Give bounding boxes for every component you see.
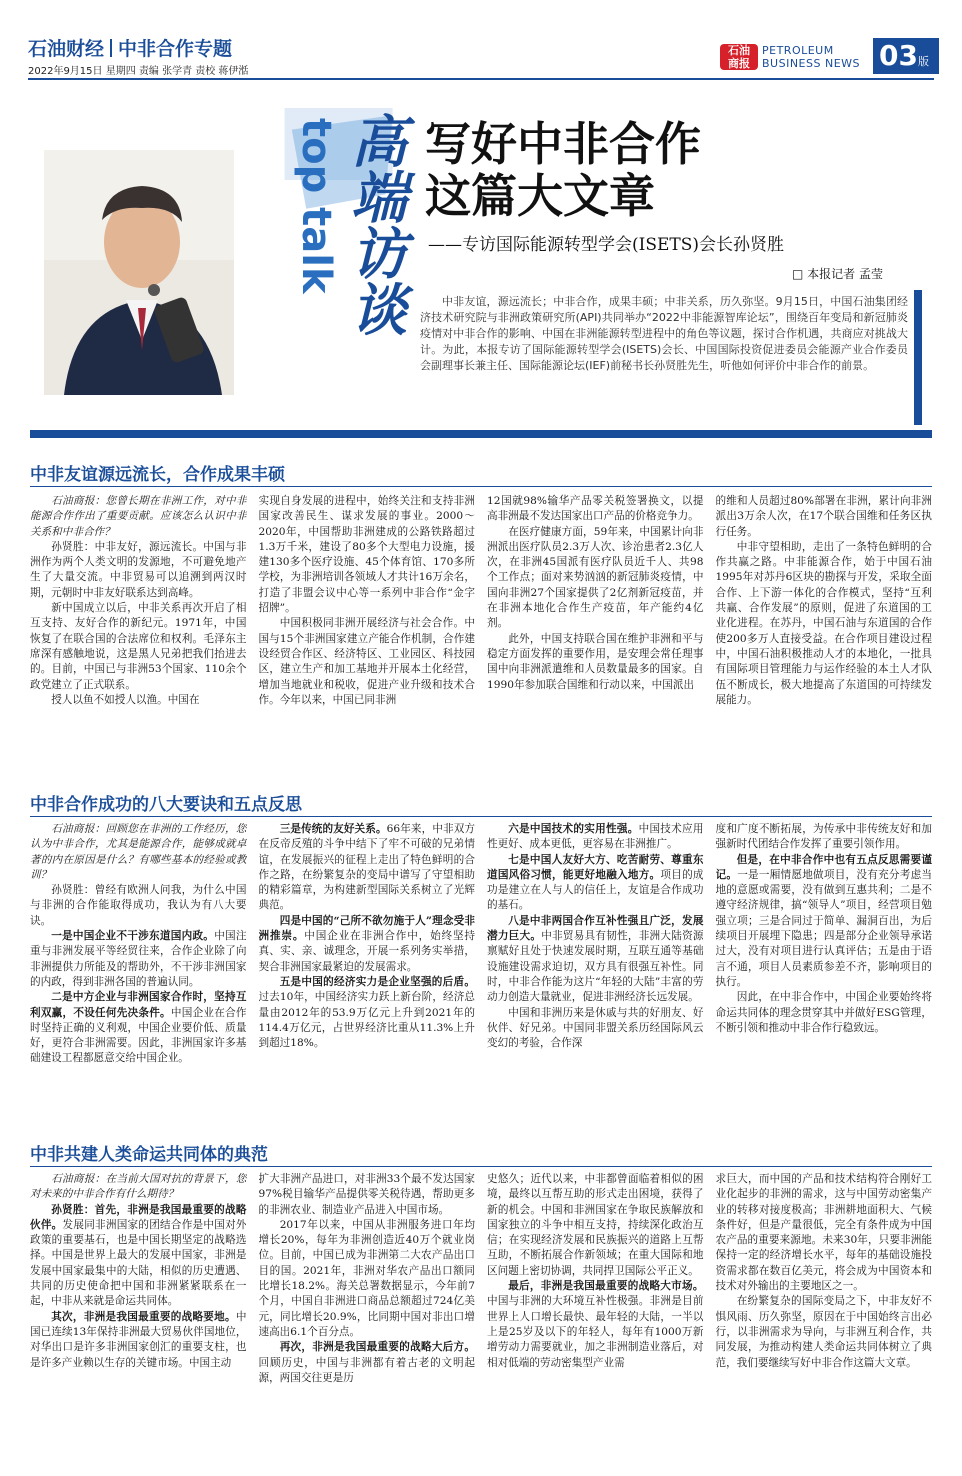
paragraph-text: 的维和人员超过80%部署在非洲，累计向非洲派出3万余人次，在17个联合国维和任务区执行任务。 [715,495,932,538]
paragraph-text: 因此，在中非合作中，中国企业要始终将命运共同体的理念贯穿其中并做好ESG管理，不断引领和推动中非合作行稳致远。 [715,991,932,1034]
paragraph-text: 一是一厢情愿地做项目，没有充分考虑当地的意愿或需要，没有做到互惠共利；二是不遵守经济规律，搞“领导人”项目，经营项目勉强立项；三是合同过于简单、漏洞百出，为后续项目开展埋下隐患；四是部分企业领导承诺过大，没有对项目进行认真评估；五是由于语言不通，项目人员素质参差不齐，影响项目的执行。 [715,868,932,988]
paragraph-text: 66年来，中非双方在反帝反殖的斗争中结下了牢不可破的兄弟情谊，在发展振兴的征程上走出了特色鲜明的合作之路，在纷繁复杂的变局中谱写了守望相助的精彩篇章，为构建新型国际关系树立了光辉典范。 [258,823,475,912]
article-paragraph [30,883,247,929]
article-column [716,1172,933,1464]
paragraph-text: 12国就98%输华产品零关税签署换文，以提高非洲最不发达国家出口产品的价格竞争力。 [487,495,704,523]
article-paragraph [259,975,476,1051]
article-paragraph [30,540,247,601]
lead-sentence: 但是，在中非合作中也有五点反思需要谨记。 [715,853,932,881]
byline: □ 本报记者 孟莹 [792,267,883,281]
lead-sentence: 一是中国企业不干涉东道国内政。 [51,930,215,943]
article-paragraph [259,494,476,616]
article-paragraph [716,540,933,708]
paragraph-text: 中国和非洲历来是休戚与共的好朋友、好伙伴、好兄弟。中国同非盟关系历经国际风云变幻的考验，合作深 [487,1006,704,1050]
article-paragraph [259,822,476,914]
article-paragraph [716,1294,933,1370]
article-column [30,1172,247,1464]
paragraph-text: 新中国成立以后，中非关系再次开启了相互支持、友好合作的新纪元。1971年，中国恢复了在联合国的合法席位和权利。毛泽东主席深有感触地说，这是黑人兄弟把我们抬进去的。目前，中国已与非洲53个国家、110余个政党建立了正式联系。 [30,602,247,691]
article-column [487,494,704,770]
article-paragraph [487,1172,704,1279]
paragraph-text: 实现自身发展的进程中，始终关注和支持非洲国家改善民生、谋求发展的事业。2000～2020年，中国帮助非洲建成的公路铁路超过1.3万千米，建设了80多个大型电力设施，援建130多个医疗设施、45个体育馆、170多所学校，为非洲培训各领域人才共计16万余名，打造了非盟会议中心等一系列中非合作“金字招牌”。 [258,495,475,615]
article-paragraph [30,601,247,693]
hero-divider [30,430,932,438]
page-number: 03 [879,39,918,72]
article-paragraph [259,1172,476,1218]
masthead-title [28,34,232,61]
topic-cn: 高端访谈 [342,112,408,336]
intro-box [420,290,922,425]
article-paragraph [716,822,933,853]
brand-line-2: BUSINESS NEWS [762,57,861,70]
section-1-body [30,494,932,770]
paragraph-text: 中国企业在非洲合作中，始终坚持真、实、亲、诚理念，开展一系列务实举措，契合非洲国家最紧迫的发展需求。 [258,930,475,973]
section-1-rule [30,486,932,487]
paragraph-text: 发展同非洲国家的团结合作是中国对外政策的重要基石，也是中国长期坚定的战略选择。中国是世界上最大的发展中国家，非洲是发展中国家最集中的大陆，相似的历史遭遇、共同的历史使命把中国和非洲紧紧联系在一起，中非从来就是命运共同体。 [30,1218,247,1308]
paragraph-text: 孙贤胜：曾经有欧洲人问我，为什么中国与非洲的合作能取得成功，我认为有八大要诀。 [30,884,247,927]
paragraph-text: 孙贤胜：中非友好，源远流长。中国与非洲作为两个人类文明的发源地，不可避免地产生了大量交流。中非贸易可以追溯到两汉时期，元朝时中非友好联系达到高峰。 [30,540,247,599]
article-paragraph [30,1203,247,1310]
headline-line-1: 写好中非合作 [425,117,701,171]
paragraph-text: 项目的成功是建立在人与人的信任上，友谊是合作成功的基石。 [487,868,704,912]
paragraph-text: 中国企业在合作时坚持正确的义利观，中国企业要价低、质量好，更符合非洲需要。因此，非洲国家许多基础建设工程都愿意交给中国企业。 [30,1006,247,1065]
brand-name [762,44,860,70]
article-paragraph [259,1218,476,1340]
paragraph-text: 度和广度不断拓展，为传承中非传统友好和加强新时代团结合作发挥了重要引领作用。 [715,823,932,851]
paragraph-text: 过去10年，中国经济实力跃上新台阶，经济总量由2012年的53.9万亿元上升到2021年的114.4万亿元，占世界经济比重从11.3%上升到超过18%。 [258,991,475,1050]
section-1-title: 中非友谊源远流长，合作成果丰硕 [30,465,285,485]
lead-sentence: 七是中国人友好大方、吃苦耐劳、尊重东道国风俗习惯，能更好地融入地方。 [487,853,704,881]
article-column [30,494,247,770]
page-number-badge [873,38,939,74]
section-3-rule [30,1166,932,1167]
interview-question [30,494,247,540]
paragraph-text: 在纷繁复杂的国际变局之下，中非友好不惧风雨、历久弥坚，原因在于中国始终言出必行，以非洲需求为导向，与非洲互利合作，共同发展，为推动构建人类命运共同体树立了典范，我们要继续写好中非合作这篇大文章。 [715,1295,932,1369]
lead-sentence: 四是中国的“己所不欲勿施于人”理念受非洲推崇。 [258,914,475,943]
masthead-rule [28,78,934,80]
masthead [0,0,962,88]
paragraph-text: 石油商报：您曾长期在非洲工作，对中非能源合作作出了重要贡献。应该怎么认识中非关系和中非合作？ [30,495,247,538]
paragraph-text: 中国技术应用性更好、成本更低，更容易在非洲推广。 [487,823,704,851]
article-paragraph [30,693,247,708]
section-name: 中非合作专题 [118,38,233,60]
lead-sentence: 二是中方企业与非洲国家合作时，坚持互利双赢，不设任何先决条件。 [30,991,247,1019]
article-column [259,494,476,770]
article-paragraph [716,1172,933,1294]
lead-sentence: 其次，非洲是我国最重要的战略要地。 [51,1310,236,1323]
paragraph-text: 授人以鱼不如授人以渔。中国在 [51,693,200,706]
headline [425,118,701,222]
paragraph-text: 史悠久；近代以来，中非都曾面临着相似的困境，最终以互帮互助的形式走出困境，获得了新的机会。中国和非洲国家在争取民族解放和国家独立的斗争中相互支持，持续深化政治互信；在实现经济发展和民族振兴的道路上互帮互助，不断拓展合作新领域；在重大国际和地区问题上密切协调，共同捍卫国际公平正义。 [487,1173,704,1277]
lead-sentence: 八是中非两国合作互补性强且广泛，发展潜力巨大。 [487,914,704,943]
interview-question [30,1172,247,1203]
paragraph-text: 石油商报：在当前大国对抗的背景下，您对未来的中非合作有什么期待？ [30,1173,247,1201]
article-column [259,1172,476,1464]
article-column [30,822,247,1118]
paragraph-text: 中非守望相助，走出了一条特色鲜明的合作共赢之路。中非能源合作，始于中国石油1995年对苏丹6区块的勘探与开发，采取全面合作、上下游一体化的合作模式，坚持“互利共赢、合作发展”的原则，促进了东道国的工业化进程。在苏丹，中国石油与东道国的合作使200多万人直接受益。在合作项目建设过程中，中国石油积极推动人才的本地化，一批具有国际项目管理能力与运作经验的本土人才队伍不断成长，极大地提高了东道国的可持续发展能力。 [715,540,932,706]
article-paragraph [30,990,247,1066]
brand-line-1: PETROLEUM [762,44,834,57]
article-paragraph [259,1340,476,1386]
intro-paragraph: 中非友谊，源远流长；中非合作，成果丰硕；中非关系，历久弥坚。9月15日，中国石油集团经济技术研究院与非洲政策研究所(API)共同举办“2022中非能源智库论坛”，围绕百年变局和新冠肺炎疫情对中非合作的影响、中国在非洲能源转型进程中的角色等议题，探讨合作机遇，共商应对挑战大计。为此，本报专访了国际能源转型学会(ISETS)会长、中国国际投资促进委员会能源产业合作委员会副理事长兼主任、国际能源论坛(IEF)前秘书长孙贤胜先生，听他如何评价中非合作的前景。 [420,295,908,372]
portrait-illustration [44,150,234,395]
topic-en: top talk [293,118,339,294]
lead-sentence: 最后，非洲是我国最重要的战略大市场。 [508,1280,704,1293]
paragraph-text: 中国已连续13年保持非洲最大贸易伙伴国地位，对华出口是许多非洲国家创汇的重要支柱，也是许多产业赖以生存的关键市场。中国主动 [30,1310,247,1369]
interview-question [30,822,247,883]
lead-sentence: 六是中国技术的实用性强。 [508,823,639,835]
article-paragraph [716,853,933,991]
article-paragraph [30,929,247,990]
paragraph-text: 中非贸易具有韧性，非洲大陆资源禀赋好且处于快速发展时期，互联互通等基础设施建设需求迫切，双方具有很强互补性。同时，中非合作能为这片“年轻的大陆”丰富的劳动力创造大量就业，促进非洲经济长远发展。 [487,930,704,1004]
article-column [487,1172,704,1464]
article-column [716,822,933,1118]
section-3-body [30,1172,932,1464]
article-column [487,822,704,1118]
article-column [716,494,933,770]
paragraph-text: 扩大非洲产品进口，对非洲33个最不发达国家97%税目输华产品提供零关税待遇，帮助更多的非洲农业、制造业产品进入中国市场。 [258,1173,475,1216]
article-paragraph [716,990,933,1036]
headline-line-2: 这篇大文章 [425,169,655,223]
title-divider [110,39,112,57]
article-paragraph [716,494,933,540]
section-2-title: 中非合作成功的八大要诀和五点反思 [30,795,302,815]
paragraph-text: 中国注重与非洲发展平等经贸往来，合作企业除了向非洲提供力所能及的帮助外，不干涉非洲国家的内政，得到非洲各国的普遍认同。 [30,930,247,988]
article-paragraph [259,914,476,975]
article-paragraph [487,914,704,1006]
lead-sentence: 孙贤胜：首先，非洲是我国最重要的战略伙伴。 [30,1203,247,1231]
subheadline: ——专访国际能源转型学会(ISETS)会长孙贤胜 [428,235,785,255]
paragraph-text: 在医疗健康方面，59年来，中国累计向非洲派出医疗队员2.3万人次、诊治患者2.3亿人次，在非洲45国派有医疗队员近千人、共98个工作点；面对来势汹汹的新冠肺炎疫情，中国向非洲27个国家提供了2亿剂新冠疫苗，并在非洲本地化合作生产疫苗，年产能约4亿剂。 [487,525,704,630]
article-paragraph [487,525,704,632]
paragraph-text: 求巨大，而中国的产品和技术结构符合刚好工业化起步的非洲的需求，这与中国劳动密集产业的转移对接度极高；非洲耕地面积大、气候条件好，但是产量很低，完全有条件成为中国农产品的重要来源地。未来30年，只要非洲能保持一定的经济增长水平，每年的基础设施投资需求都在数百亿美元，将会成为中国资本和技术对外输出的主要地区之一。 [715,1173,932,1293]
dateline: 2022年9月15日 星期四 责编 张学青 责校 蒋伊湉 [28,66,249,77]
logo-text: 石油商报 [728,44,750,70]
page-suffix: 版 [917,55,929,68]
article-paragraph [487,1279,704,1371]
article-paragraph [487,1006,704,1052]
interviewee-photo [44,150,234,395]
paragraph-text: 石油商报：回顾您在非洲的工作经历，您认为中非合作，尤其是能源合作，能够成就卓著的内在原因是什么？有哪些基本的经验或教训？ [30,823,247,881]
paragraph-text: 此外，中国支持联合国在维护非洲和平与稳定方面发挥的重要作用，是安理会常任理事国中向非洲派遣维和人员数量最多的国家。自1990年参加联合国维和行动以来，中国派出 [487,632,704,691]
article-paragraph [487,494,704,525]
newspaper-logo [720,44,758,70]
article-paragraph [259,616,476,708]
article-column [259,822,476,1118]
article-paragraph [487,853,704,914]
section-2-body [30,822,932,1118]
lead-sentence: 再次，非洲是我国最重要的战略大后方。 [279,1341,475,1354]
article-paragraph [30,1310,247,1371]
paper-name: 石油财经 [28,38,105,60]
lead-sentence: 三是传统的友好关系。 [279,823,387,835]
section-2-rule [30,816,932,817]
section-3-title: 中非共建人类命运共同体的典范 [30,1145,268,1165]
article-paragraph [487,822,704,853]
paragraph-text: 回顾历史，中国与非洲都有着古老的文明起源，两国交往更是历 [258,1356,475,1384]
paragraph-text: 2017年以来，中国从非洲服务进口年均增长20%，每年为非洲创造近40万个就业岗位。目前，中国已成为非洲第二大农产品出口目的国。2021年，非洲对华农产品出口额同比增长18.2%。海关总署数据显示，今年前7个月，中国自非洲进口商品总额超过724亿美元，同比增长20.9%，比同期中国对非出口增速高出6.1个百分点。 [258,1218,475,1338]
paragraph-text: 中国积极同非洲开展经济与社会合作。中国与15个非洲国家建立产能合作机制，合作建设经贸合作区、经济特区、工业园区、科技园区，建立生产和加工基地并开展本土化经营，增加当地就业和税收，促进产业升级和技术合作。今年以来，中国已同非洲 [258,617,475,706]
paragraph-text: 中国与非洲的大环境互补性极强。非洲是目前世界上人口增长最快、最年轻的大陆，一半以上是25岁及以下的年轻人，每年有1000万新增劳动力需要就业，加之非洲制造业落后，对相对低端的劳动密集型产业需 [487,1295,704,1369]
article-paragraph [487,632,704,693]
lead-sentence: 五是中国的经济实力是企业坚强的后盾。 [279,975,475,988]
